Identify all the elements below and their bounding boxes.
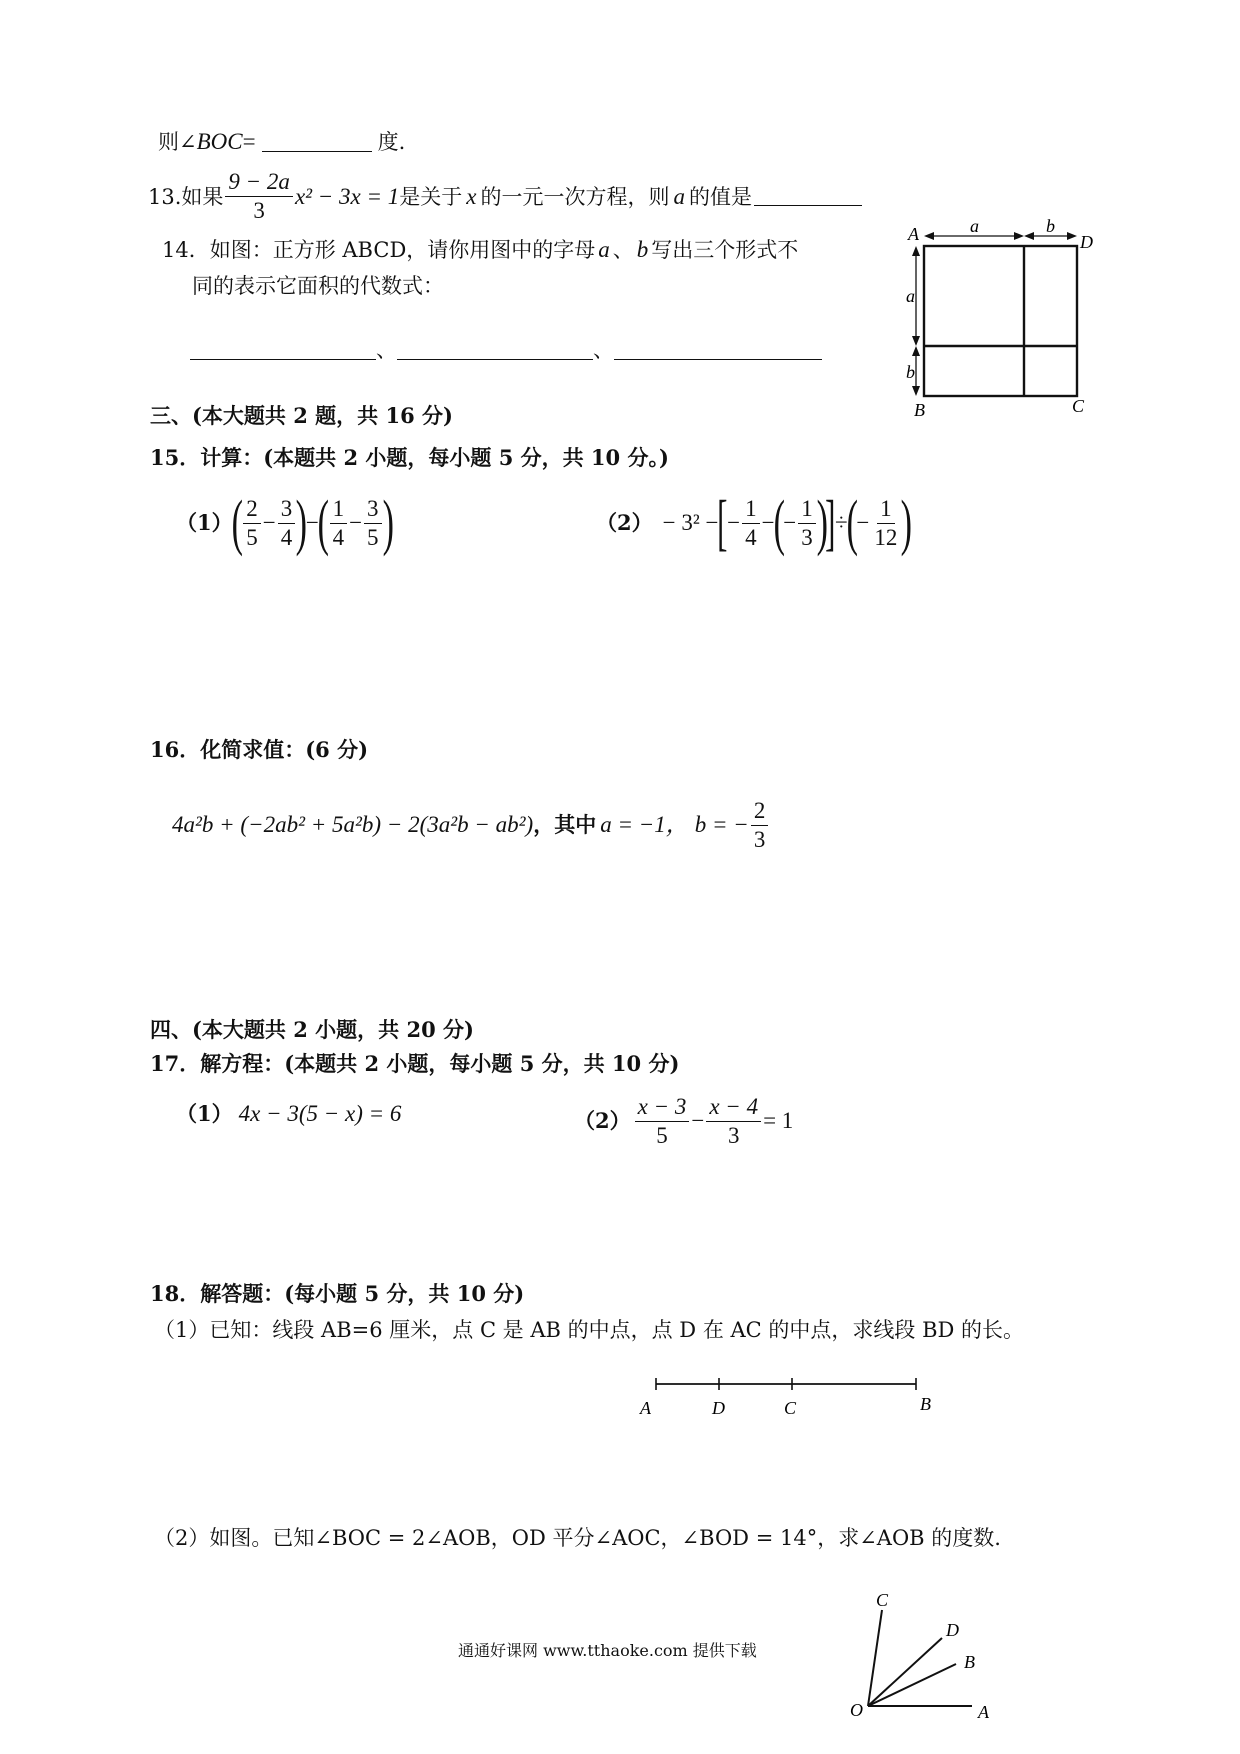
section-4-title: 四、(本大题共 2 小题，共 20 分) [150,1017,474,1042]
q12-angle-var: BOC [196,129,243,154]
q17-p2-f2-den: 3 [727,1122,740,1148]
q15-p1-f4-den: 5 [367,524,379,550]
segment-figure [626,1370,936,1422]
ray-OC [868,1610,882,1706]
q15-p2-f2-num: 1 [798,495,816,524]
q15-p2-f2-den: 3 [801,524,813,550]
q16-where: ，其中 [533,812,597,837]
q17-p2-f1-num: x − 3 [635,1093,690,1122]
q15-p2-f1-den: 4 [745,524,757,550]
q12-tail [158,128,405,156]
q17-part2: （2） $\frac{x - 3}{5}$ − $\frac{x - 4}{3}$ = 1 [574,1093,794,1148]
footer-text: 通通好课网 www.tthaoke.com 提供下载 [458,1641,757,1660]
q15-p1-f1-den: 5 [246,524,258,550]
q13-answer-blank[interactable] [754,187,862,206]
seg-label-B: B [920,1394,931,1414]
q12-prefix: 则∠ [158,130,197,154]
label-D: D [1080,232,1093,252]
q18-part1: （1）已知：线段 AB=6 厘米，点 C 是 AB 的中点，点 D 在 AC 的中点，求线段 BD 的长。 [154,1318,1025,1342]
square-abcd-figure [888,218,1098,418]
q14-line1 [162,236,798,264]
q13-frac-den: 3 [253,198,265,223]
q16-cond-a: a = −1， [600,812,689,837]
q13-frac-num: 9 − 2a [225,168,293,197]
q15-p1-label: （1） [176,510,233,535]
q13 [148,168,862,225]
q15-p2-lead: − 3² − [662,510,719,535]
q13-var-a: a [673,183,686,209]
q18-title: 18．解答题：(每小题 5 分，共 10 分) [150,1281,525,1306]
q13-mid2: 的一元一次方程，则 [480,184,670,209]
q15-p1-f2-num: 3 [278,495,296,524]
q15-p2-label: （2） [596,510,653,535]
ang-label-C: C [876,1590,889,1610]
q16-title: 16．化简求值：(6 分) [150,737,369,762]
label-a-top: a [970,218,979,236]
q13-var-x: x [466,183,477,209]
label-b-top: b [1046,218,1055,236]
q14-var-a: a [598,237,610,262]
q14-blank-sep-2: 、 [593,338,614,362]
q17-title: 17．解方程：(本题共 2 小题，每小题 5 分，共 10 分) [150,1051,680,1076]
q14-blank-sep-1: 、 [376,338,397,362]
q15-p1-f4-num: 3 [364,495,382,524]
q13-mid: 是关于 [399,184,463,209]
q14-answer-blank-3[interactable] [614,341,822,360]
q16-frac-num: 2 [751,797,769,826]
q14-answer-blank-1[interactable] [190,341,376,360]
q15-part1: （1） ( $\frac{2}{5}$ − $\frac{3}{4}$ ) − ( $\frac{1}{4}$ − $\frac{3}{5}$ ) [176,489,394,557]
label-A: A [908,224,919,244]
q15-title: 15．计算：(本题共 2 小题，每小题 5 分，共 10 分。) [150,445,669,470]
seg-label-D: D [712,1398,725,1418]
ang-label-D: D [946,1620,959,1640]
q14-line1-end: 写出三个形式不 [651,238,799,262]
q16-expression [172,792,770,858]
q13-number: 13. [148,184,182,209]
q12-answer-blank[interactable] [262,133,372,152]
angle-figure [846,1590,996,1730]
ang-label-B: B [964,1652,975,1672]
ang-label-A: A [978,1702,989,1722]
q13-fraction [225,168,293,225]
ang-label-O: O [850,1700,863,1720]
q13-intro: 如果 [181,184,224,209]
q14-line2: 同的表示它面积的代数式： [192,274,444,298]
square-outline [924,246,1077,396]
q16-expr: 4a²b + (−2ab² + 5a²b) − 2(3a²b − ab²) [172,812,534,837]
q16-cond-b: b = − [694,812,749,837]
q14-blanks [190,336,822,364]
section-3-title: 三、(本大题共 2 题，共 16 分) [150,403,453,428]
label-b-left: b [906,362,915,382]
q14-answer-blank-2[interactable] [397,341,593,360]
q17-p1-eq: 4x − 3(5 − x) = 6 [238,1101,402,1126]
q15-p2-f3-num: 1 [877,495,895,524]
q13-expr: x² − 3x = 1 [294,183,400,209]
q15-p2-f1-num: 1 [742,495,760,524]
q17-p2-f1-den: 5 [656,1122,668,1148]
q14-var-b: b [636,237,649,262]
q15-p2-div: ÷ [835,510,848,535]
q16-frac-den: 3 [753,826,766,852]
q15-p1-f1-num: 2 [243,495,261,524]
label-C: C [1072,396,1085,416]
q17-p2-label: （2） [574,1108,631,1133]
q14-sep: 、 [612,238,634,262]
seg-label-C: C [784,1398,797,1418]
ray-OB [868,1664,956,1706]
q15-p1-f2-den: 4 [280,524,293,550]
label-B: B [914,400,925,418]
q17-p1-label: （1） [176,1101,233,1126]
q17-p2-f2-num: x − 4 [706,1093,761,1122]
seg-label-A: A [640,1398,651,1418]
label-a-left: a [906,286,915,306]
q14-line1-text: 14．如图：正方形 ABCD，请你用图中的字母 [162,238,596,262]
q15-p1-f3-num: 1 [330,495,348,524]
q18-part2: （2）如图。已知∠BOC = 2∠AOB，OD 平分∠AOC，∠BOD = 14°，求∠AOB 的度数. [154,1526,1001,1550]
q15-p1-f3-den: 4 [332,524,345,550]
q15-part2: （2） − 3² − [ − $\frac{1}{4}$ − ( − $\frac{1}{3}$ ) ] ÷ ( − $\frac{1}{12}$ ) [596,489,913,557]
q17-p2-rhs: = 1 [763,1108,794,1133]
q12-suffix: 度. [377,130,406,154]
q12-eq: = [242,129,256,154]
q17-part1 [176,1100,401,1128]
q15-p2-f3-den: 12 [874,524,898,550]
q13-end: 的值是 [689,184,753,209]
ray-OD [868,1638,942,1706]
